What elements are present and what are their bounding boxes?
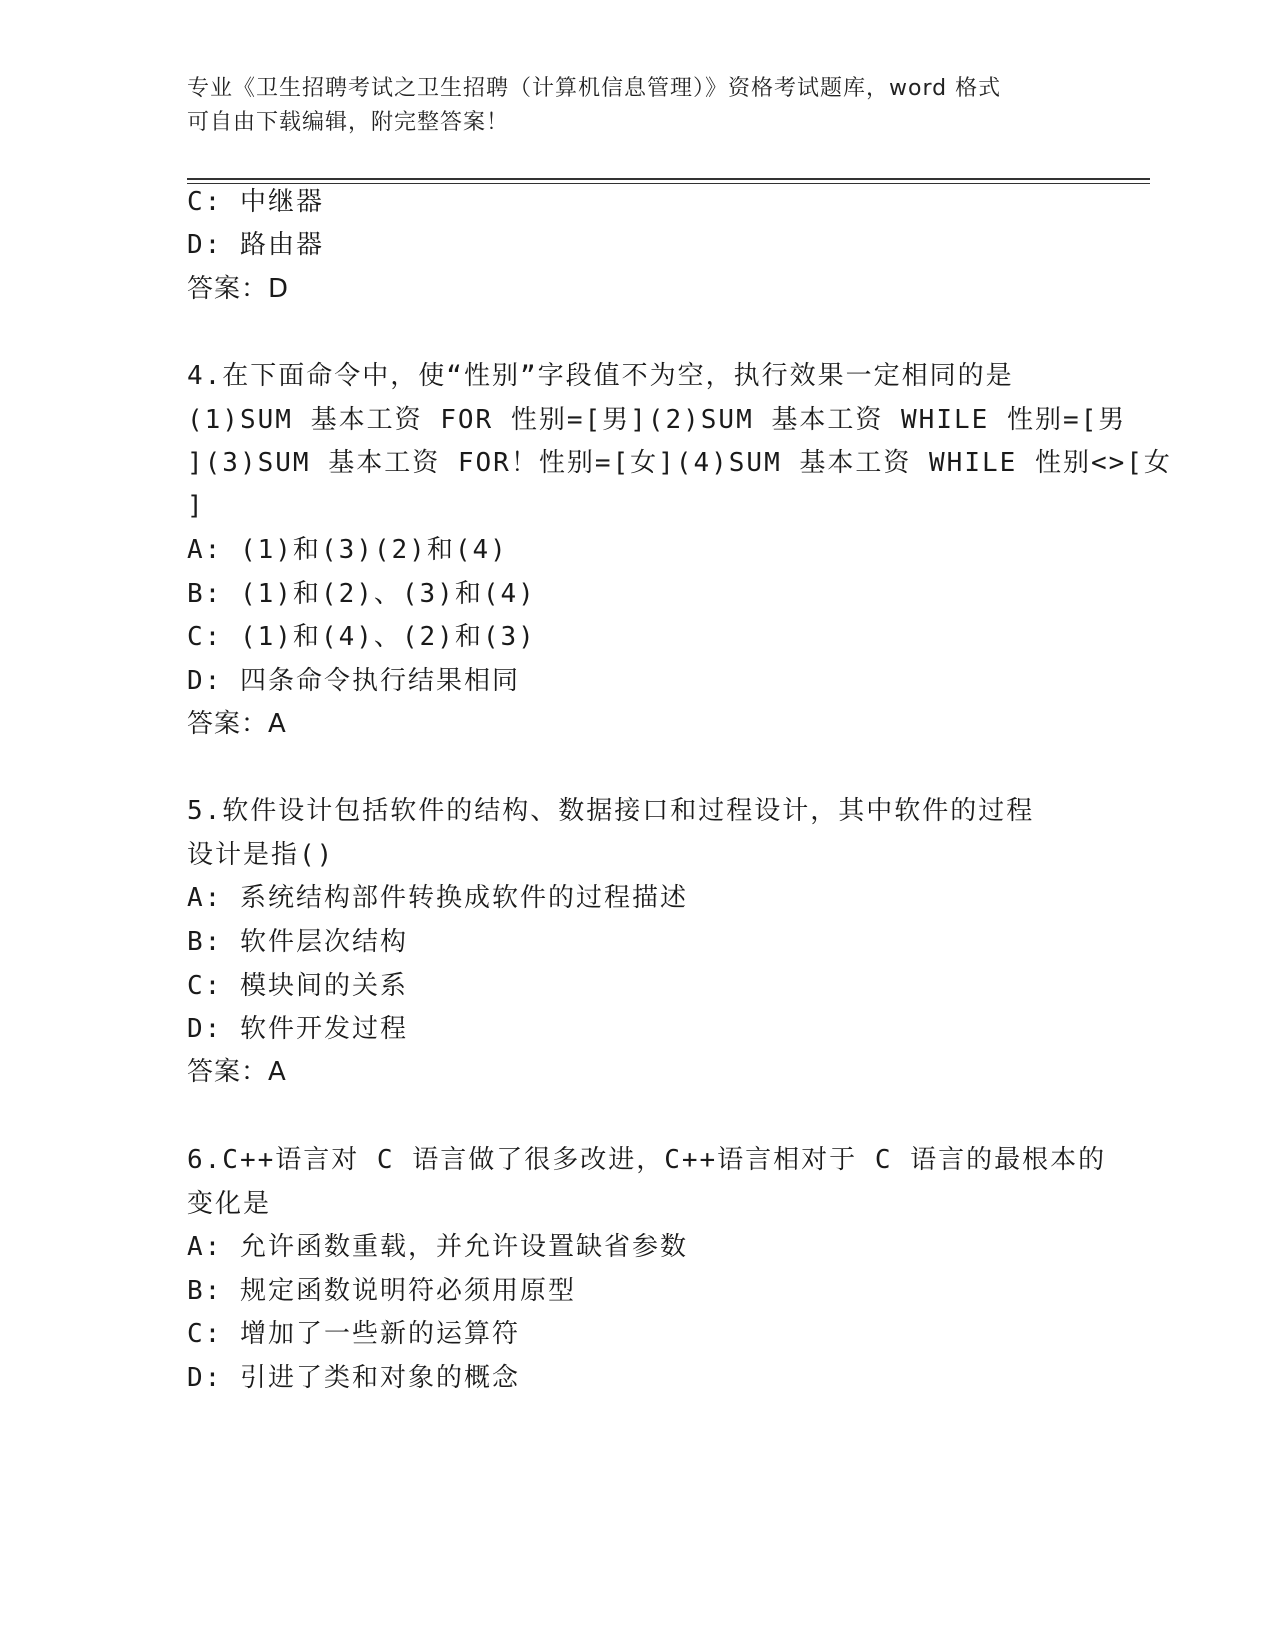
q6-stem-line-2: 变化是 xyxy=(187,1189,272,1219)
document-header xyxy=(187,72,1067,140)
q4-stem-line-2: (1)SUM 基本工资 FOR 性别=[男](2)SUM 基本工资 WHILE 性别=[男 xyxy=(187,405,1127,435)
header-divider-thick xyxy=(187,178,1150,180)
q6-stem-line-1: 6.C++语言对 C 语言做了很多改进，C++语言相对于 C 语言的最根本的 xyxy=(187,1145,1107,1175)
header-line-2: 可自由下载编辑，附完整答案！ xyxy=(187,110,510,135)
q5-stem-line-2: 设计是指() xyxy=(187,840,335,870)
q4-stem-line-4: ] xyxy=(187,491,205,521)
q6-option-a: A: 允许函数重载，并允许设置缺省参数 xyxy=(187,1232,688,1262)
q5-option-b: B: 软件层次结构 xyxy=(187,927,408,957)
q5-answer: 答案：A xyxy=(187,1057,287,1087)
q4-stem-line-1: 4.在下面命令中，使“性别”字段值不为空，执行效果一定相同的是 xyxy=(187,361,1014,391)
q4-answer: 答案：A xyxy=(187,709,287,739)
q3-option-c: C: 中继器 xyxy=(187,187,324,217)
q6-option-b: B: 规定函数说明符必须用原型 xyxy=(187,1276,576,1306)
q4-option-b: B: (1)和(2)、(3)和(4) xyxy=(187,579,536,609)
q6-option-d: D: 引进了类和对象的概念 xyxy=(187,1363,520,1393)
q6-option-c: C: 增加了一些新的运算符 xyxy=(187,1319,520,1349)
q3-answer: 答案：D xyxy=(187,274,290,304)
q5-option-a: A: 系统结构部件转换成软件的过程描述 xyxy=(187,883,688,913)
header-divider-thin xyxy=(187,183,1150,184)
header-line-1: 专业《卫生招聘考试之卫生招聘（计算机信息管理）》资格考试题库，word 格式 xyxy=(187,76,1002,101)
q5-option-c: C: 模块间的关系 xyxy=(187,971,408,1001)
q4-option-c: C: (1)和(4)、(2)和(3) xyxy=(187,622,536,652)
q4-stem-line-3: ](3)SUM 基本工资 FOR！性别=[女](4)SUM 基本工资 WHILE 性别<>[女 xyxy=(187,448,1172,478)
q5-stem-line-1: 5.软件设计包括软件的结构、数据接口和过程设计，其中软件的过程 xyxy=(187,796,1035,826)
q4-option-d: D: 四条命令执行结果相同 xyxy=(187,666,520,696)
q3-option-d: D: 路由器 xyxy=(187,230,324,260)
q4-option-a: A: (1)和(3)(2)和(4) xyxy=(187,535,508,565)
q5-option-d: D: 软件开发过程 xyxy=(187,1014,408,1044)
